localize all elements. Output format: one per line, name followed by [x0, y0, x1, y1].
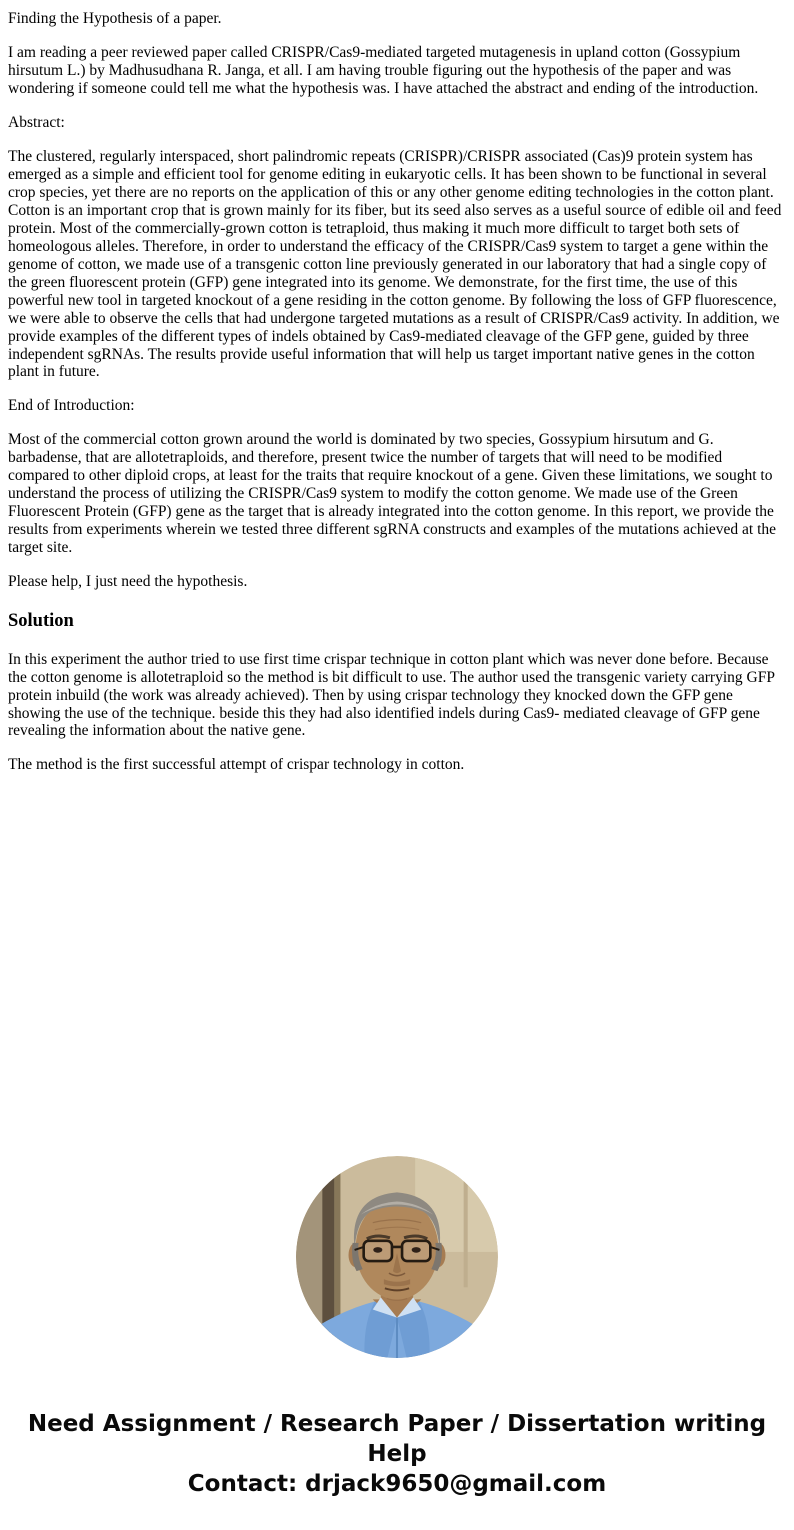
- page-title: Finding the Hypothesis of a paper.: [8, 10, 222, 27]
- solution-conclusion: The method is the first successful attempt of crispar technology in cotton.: [8, 756, 465, 774]
- plea-text: Please help, I just need the hypothesis.: [8, 573, 248, 591]
- abstract-label: Abstract:: [8, 113, 65, 131]
- help-banner-text: Need Assignment / Research Paper / Dissertation writing Help: [27, 1411, 767, 1468]
- question-document: [8, 10, 786, 774]
- solution-text: In this experiment the author tried to use first time crispar technique in cotton plant which was never done before. Because the cotton genome is allotetraploid so the method is bit difficult to use. The author used the transgenic variety carrying GFP protein inbuild (the work was already achieved). Then by using crispar technology they knocked down the GFP gene showing the use of the technique. beside this they had also identified indels during Cas9- mediated cleavage of GFP gene revealing the information about the native gene.: [8, 650, 775, 740]
- help-banner: [8, 1410, 786, 1500]
- tutor-photo-container: [8, 1156, 786, 1358]
- tutor-portrait-photo: [296, 1156, 498, 1358]
- contact-email-text: Contact: drjack9650@gmail.com: [187, 1471, 607, 1498]
- solution-heading: Solution: [8, 611, 74, 632]
- tutor-portrait-illustration: [296, 1156, 498, 1358]
- question-intro: I am reading a peer reviewed paper called CRISPR/Cas9-mediated targeted mutagenesis in upland cotton (Gossypium hirsutum L.) by Madhusudhana R. Janga, et all. I am having trouble figuring out the hypothesis of the paper and was wondering if someone could tell me what the hypothesis was. I have attached the abstract and ending of the introduction.: [8, 43, 759, 97]
- end-of-introduction-label: End of Introduction:: [8, 397, 135, 415]
- end-of-introduction-text: Most of the commercial cotton grown around the world is dominated by two species, Gossypium hirsutum and G. barbadense, that are allotetraploids, and therefore, present twice the number of targets that will need to be modified compared to other diploid crops, at least for the traits that require knockout of a gene. Given these limitations, we sought to understand the process of utilizing the CRISPR/Cas9 system to modify the cotton genome. We made use of the Green Fluorescent Protein (GFP) gene as the target that is already integrated into the cotton genome. In this report, we provide the results from experiments wherein we tested three different sgRNA constructs and examples of the mutations achieved at the target site.: [8, 431, 777, 557]
- abstract-text: The clustered, regularly interspaced, short palindromic repeats (CRISPR)/CRISPR associated (Cas)9 protein system has emerged as a simple and efficient tool for genome editing in eukaryotic cells. It has been shown to be functional in several crop species, yet there are no reports on the application of this or any other genome editing technologies in the cotton plant. Cotton is an important crop that is grown mainly for its fiber, but its seed also serves as a useful source of edible oil and feed protein. Most of the commercially-grown cotton is tetraploid, thus making it much more difficult to target both sets of homeologous alleles. Therefore, in order to understand the efficacy of the CRISPR/Cas9 system to target a gene within the genome of cotton, we made use of a transgenic cotton line previously generated in our laboratory that had a single copy of the green fluorescent protein (GFP) gene integrated into its genome. We demonstrate, for the first time, the use of this powerful new tool in targeted knockout of a gene residing in the cotton genome. By following the loss of GFP fluorescence, we were able to observe the cells that had undergone targeted mutations as a result of CRISPR/Cas9 activity. In addition, we provide examples of the different types of indels obtained by Cas9-mediated cleavage of the GFP gene, guided by three independent sgRNAs. The results provide useful information that will help us target important native genes in the cotton plant in future.: [8, 147, 782, 381]
